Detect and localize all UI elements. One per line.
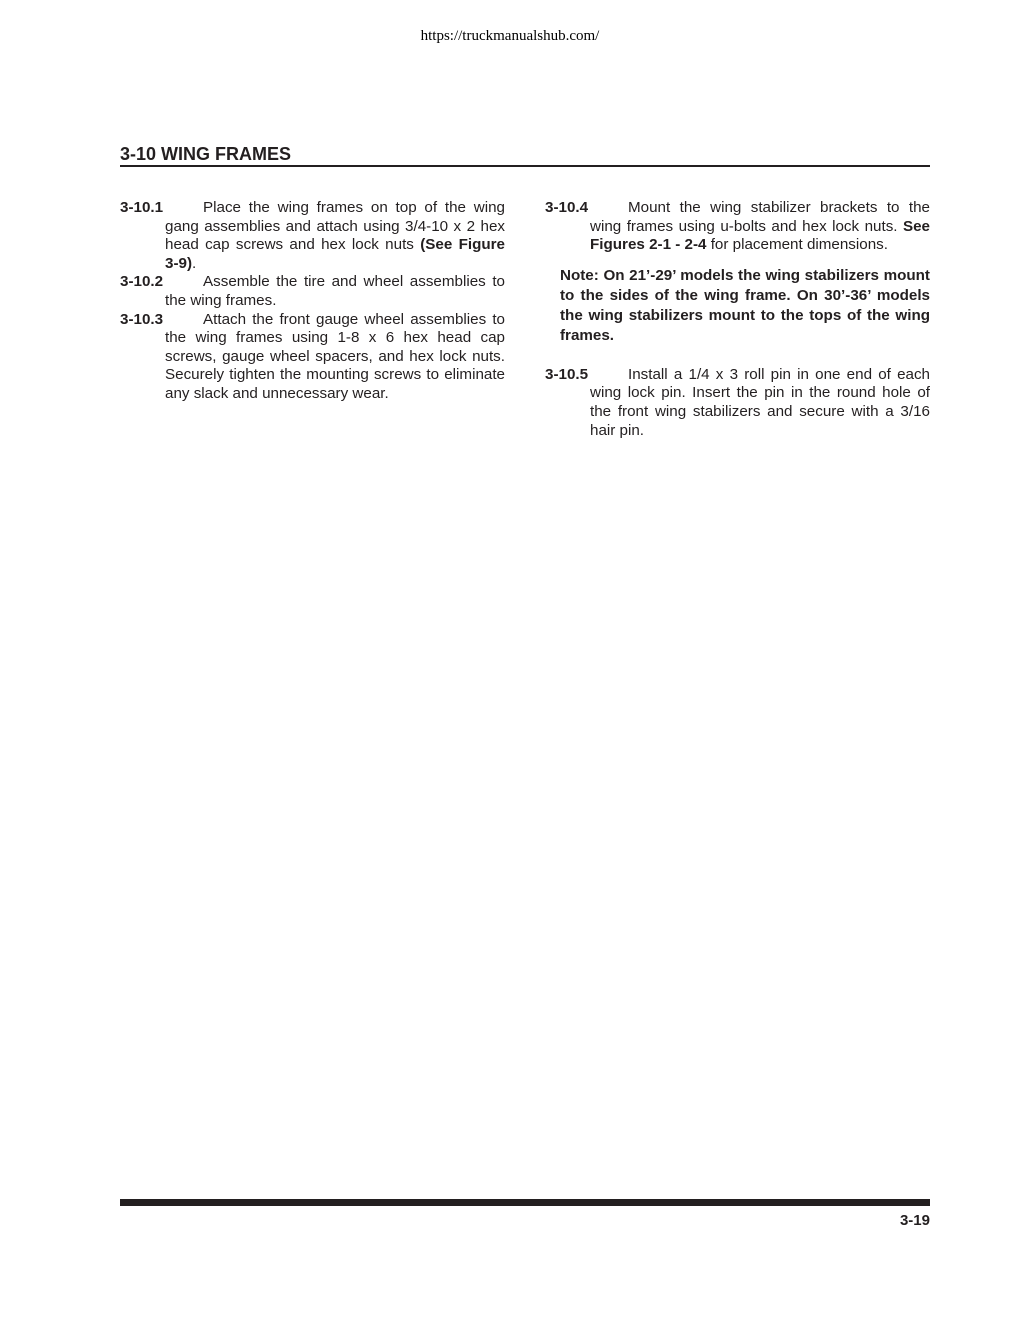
section-title: 3-10 WING FRAMES — [120, 144, 930, 167]
step-text: Place the wing frames on top of the wing gang assemblies and attach using 3/4-10 x 2 hex head cap screws and hex lock nuts — [165, 199, 505, 254]
step-3-10-5 — [545, 366, 930, 440]
step-number: 3-10.5 — [545, 365, 589, 383]
footer-rule — [120, 1199, 930, 1206]
step-text-end: . — [192, 254, 197, 272]
step-3-10-1 — [120, 199, 505, 273]
step-text: Assemble the tire and wheel assemblies to the wing frames. — [165, 273, 505, 309]
source-url: https://truckmanualshub.com/ — [420, 28, 600, 44]
step-number: 3-10.1 — [120, 199, 164, 216]
step-text-end: for placement dimensions. — [706, 236, 888, 254]
step-3-10-2 — [120, 273, 505, 310]
figure-reference: (See Figure 3-9) — [165, 236, 505, 272]
step-text: Mount the wing stabilizer brackets to the wing frames using u-bolts and hex lock nuts. — [590, 199, 930, 235]
page-number: 3-19 — [899, 1212, 930, 1229]
step-number: 3-10.4 — [545, 199, 589, 216]
figure-reference: See Figures 2-1 - 2-4 — [590, 217, 930, 254]
right-column — [545, 199, 930, 440]
note-block: Note: On 21’-29’ models the wing stabilizers mount to the sides of the wing frame. On 30’-36’ models the wing stabilizers mount to the tops of the wing frames. — [560, 266, 930, 344]
step-text: Install a 1/4 x 3 roll pin in one end of each wing lock pin. Insert the pin in the round hole of the front wing stabilizers and secure with a 3/16 hair pin. — [590, 365, 930, 439]
left-column — [120, 199, 505, 404]
step-text: Attach the front gauge wheel assemblies to the wing frames using 1-8 x 6 hex head cap screws, gauge wheel spacers, and hex lock nuts. Securely tighten the mounting screws to eliminate any slack and unnecessary wear. — [165, 310, 505, 402]
step-3-10-4 — [545, 199, 930, 255]
step-3-10-3 — [120, 311, 505, 404]
step-number: 3-10.3 — [120, 310, 164, 328]
step-number: 3-10.2 — [120, 273, 164, 291]
